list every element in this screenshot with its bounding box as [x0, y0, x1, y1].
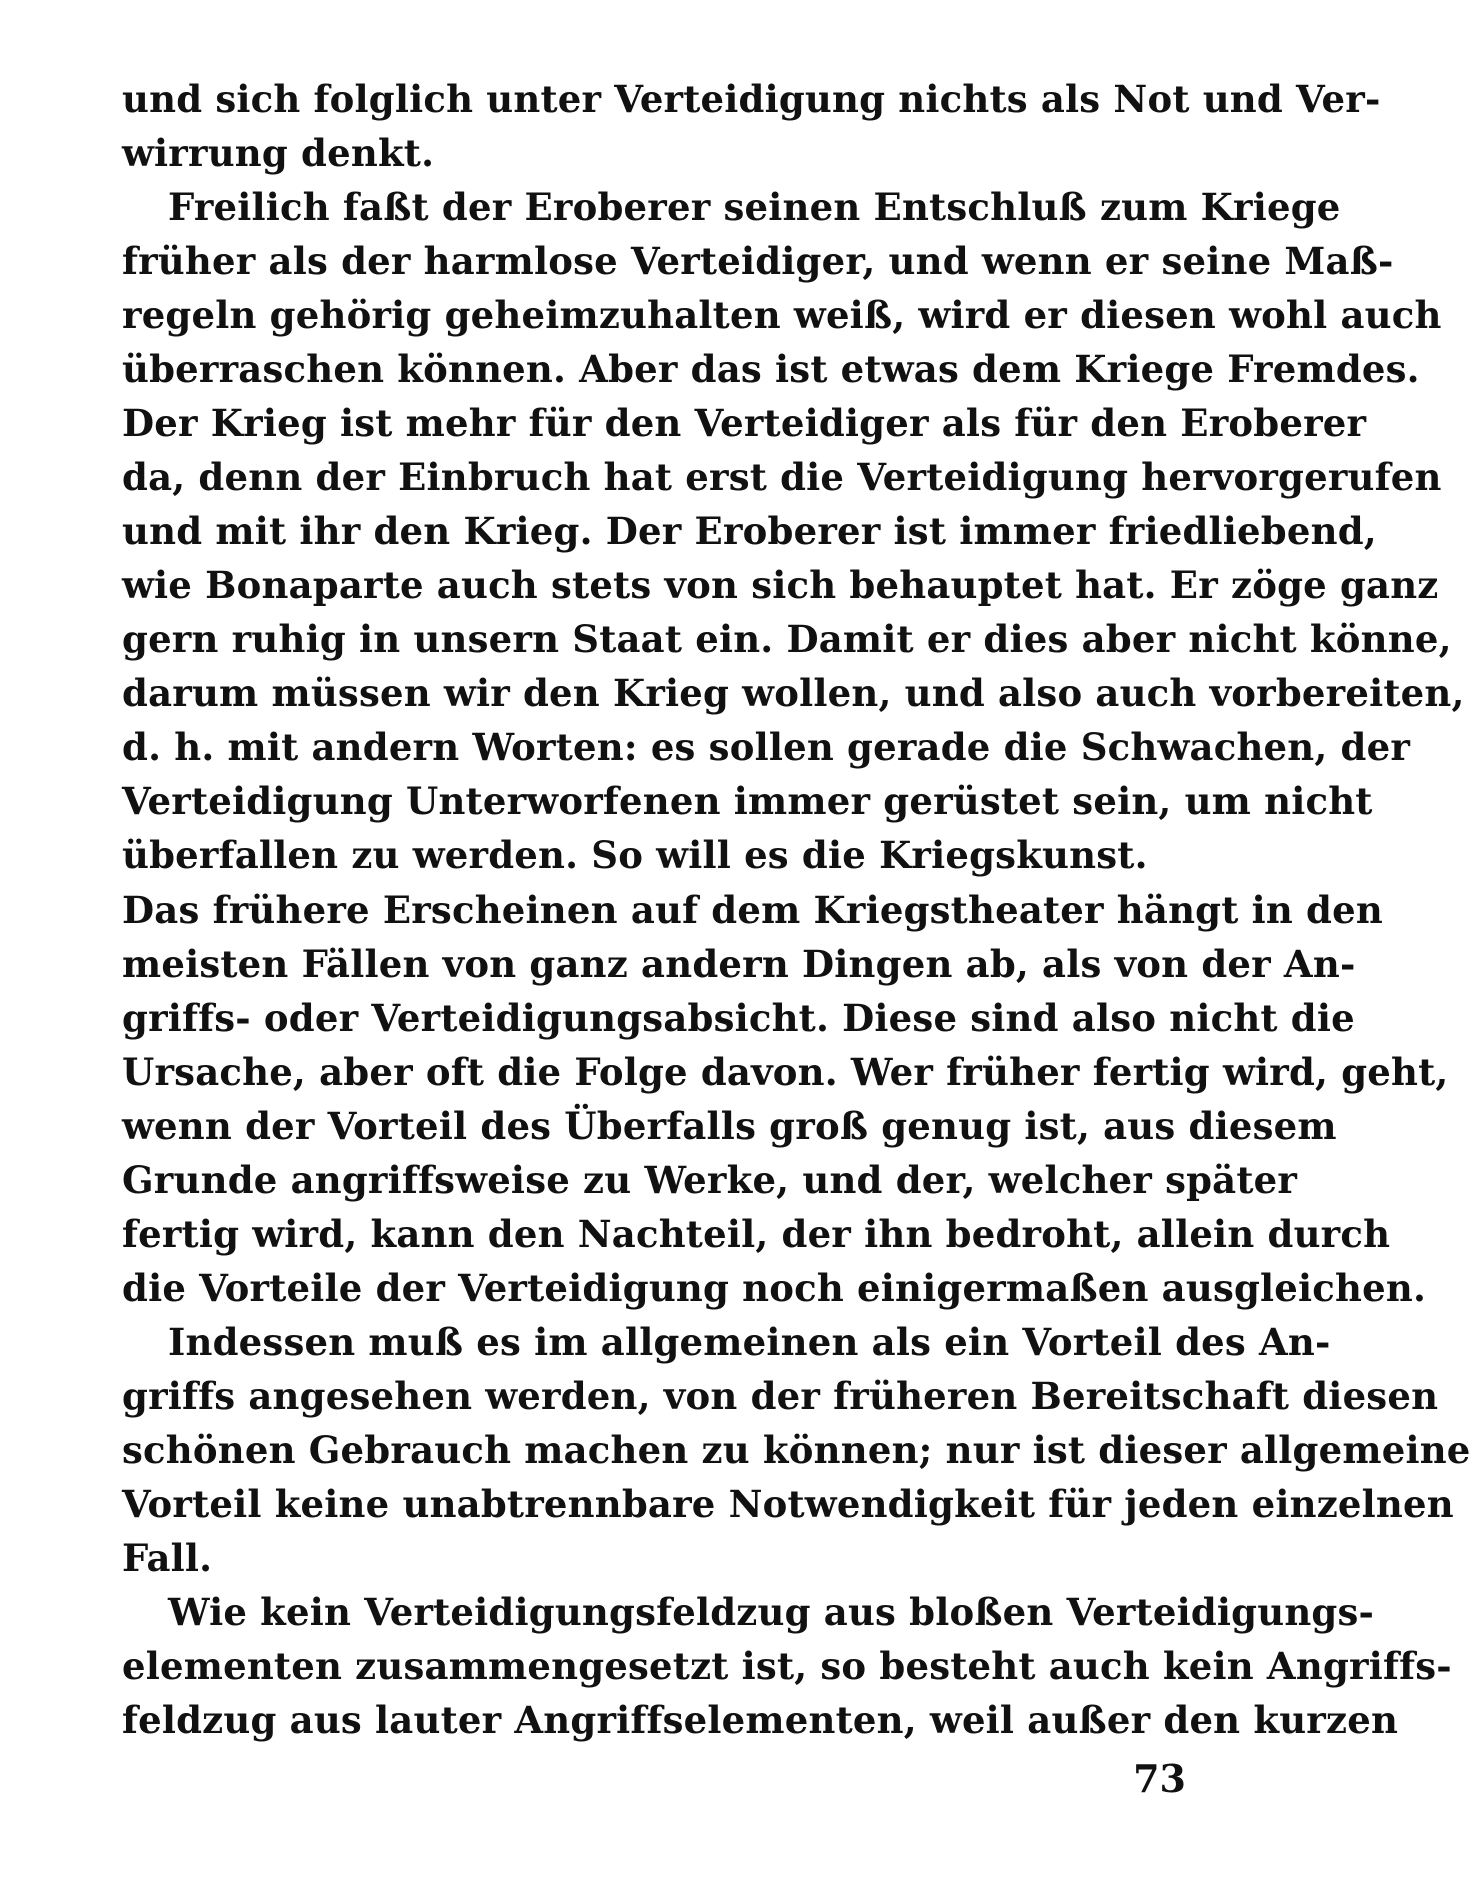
text-line: d. h. mit andern Worten: es sollen gerade die Schwachen, der: [122, 725, 1411, 769]
text-section-2: [122, 883, 1471, 1747]
text-line: und sich folglich unter Verteidigung nichts als Not und Ver-: [122, 77, 1381, 121]
text-line: die Vorteile der Verteidigung noch einigermaßen ausgleichen.: [122, 1266, 1427, 1310]
text-line: überraschen können. Aber das ist etwas dem Kriege Fremdes.: [122, 347, 1420, 391]
text-line: fertig wird, kann den Nachteil, der ihn bedroht, allein durch: [122, 1212, 1391, 1256]
text-line: überfallen zu werden. So will es die Kriegskunst.: [122, 833, 1148, 877]
text-line: Vorteil keine unabtrennbare Notwendigkeit für jeden einzelnen: [122, 1482, 1454, 1526]
text-line: Grunde angriffsweise zu Werke, und der, welcher später: [122, 1158, 1298, 1202]
text-line: Ursache, aber oft die Folge davon. Wer früher fertig wird, geht,: [122, 1050, 1449, 1094]
text-line: Freilich faßt der Eroberer seinen Entschluß zum Kriege: [168, 185, 1341, 229]
text-line: darum müssen wir den Krieg wollen, und also auch vorbereiten,: [122, 671, 1465, 715]
text-section-1: [122, 72, 1465, 882]
text-line: Wie kein Verteidigungsfeldzug aus bloßen Verteidigungs-: [168, 1590, 1375, 1634]
text-line: wirrung denkt.: [122, 131, 435, 175]
text-line: und mit ihr den Krieg. Der Eroberer ist immer friedliebend,: [122, 509, 1377, 553]
text-line: Indessen muß es im allgemeinen als ein Vorteil des An-: [168, 1320, 1331, 1364]
text-line: Das frühere Erscheinen auf dem Kriegstheater hängt in den: [122, 888, 1383, 932]
text-line: früher als der harmlose Verteidiger, und wenn er seine Maß-: [122, 239, 1394, 283]
text-line: feldzug aus lauter Angriffselementen, weil außer den kurzen: [122, 1698, 1399, 1742]
text-line: schönen Gebrauch machen zu können; nur ist dieser allgemeine: [122, 1428, 1471, 1472]
text-line: Fall.: [122, 1536, 213, 1580]
text-line: wenn der Vorteil des Überfalls groß genug ist, aus diesem: [122, 1104, 1337, 1148]
text-line: griffs- oder Verteidigungsabsicht. Diese sind also nicht die: [122, 996, 1355, 1040]
text-line: Verteidigung Unterworfenen immer gerüstet sein, um nicht: [122, 779, 1373, 823]
text-line: da, denn der Einbruch hat erst die Verteidigung hervorgerufen: [122, 455, 1442, 499]
text-line: gern ruhig in unsern Staat ein. Damit er dies aber nicht könne,: [122, 617, 1452, 661]
page-number: 73: [1133, 1756, 1186, 1801]
text-line: wie Bonaparte auch stets von sich behauptet hat. Er zöge ganz: [122, 563, 1439, 607]
text-line: elementen zusammengesetzt ist, so besteht auch kein Angriffs-: [122, 1644, 1452, 1688]
text-line: regeln gehörig geheimzuhalten weiß, wird er diesen wohl auch: [122, 293, 1442, 337]
text-line: meisten Fällen von ganz andern Dingen ab, als von der An-: [122, 942, 1356, 986]
text-line: griffs angesehen werden, von der früheren Bereitschaft diesen: [122, 1374, 1439, 1418]
text-line: Der Krieg ist mehr für den Verteidiger als für den Eroberer: [122, 401, 1367, 445]
